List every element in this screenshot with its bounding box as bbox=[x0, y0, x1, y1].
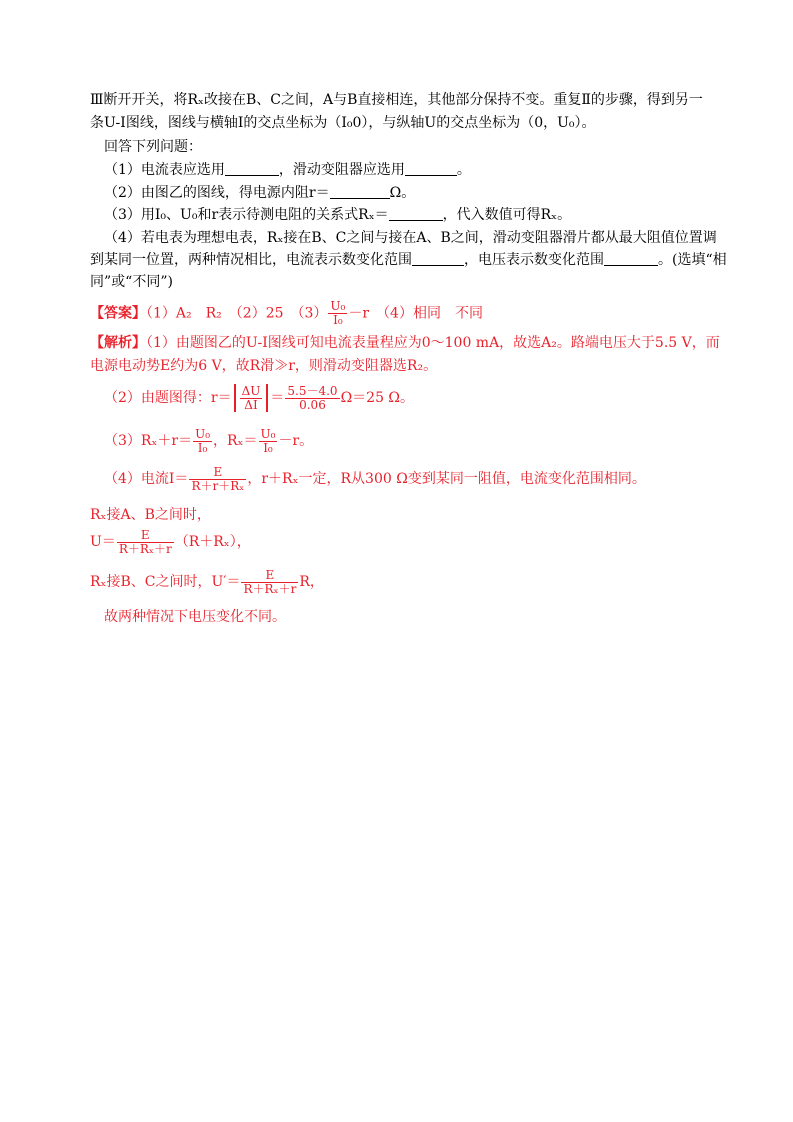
question-2: （2）由图乙的图线，得电源内阻r＝ Ω。 bbox=[104, 185, 416, 201]
intro-line-1: Ⅲ断开开关，将Rₓ改接在B、C之间，A与B直接相连，其他部分保持不变。重复Ⅱ的步骤，得到另一 bbox=[90, 92, 703, 108]
answer-blank bbox=[405, 161, 457, 176]
answer-blank bbox=[412, 251, 464, 266]
analysis-line-1: 【解析】（1）由题图乙的U-I图线可知电流表量程应为0～100 mA，故选A₂。路端电压大于5.5 V，而 bbox=[90, 335, 720, 351]
fraction: $\frac{\text{U₀}}{\text{I₀}}$ bbox=[330, 299, 346, 327]
analysis-line-7: U＝ $\frac{E}{\text{R＋Rₓ＋r}}$ （R＋Rₓ）， bbox=[90, 527, 251, 556]
answer-tag: 【答案】 bbox=[90, 305, 146, 322]
question-4-line-2: 到某同一位置，两种情况相比，电流表示数变化范围 ，电压表示数变化范围 。(选填“相 bbox=[90, 252, 727, 268]
question-3: （3）用I₀、U₀和r表示待测电阻的关系式Rₓ＝ ，代入数值可得Rₓ。 bbox=[104, 207, 572, 223]
analysis-line-2: 电源电动势E约为6 V，故R滑≫r，则滑动变阻器选R₂。 bbox=[90, 358, 438, 374]
answer-line: 【答案】（1）A₂ R₂ （2）25 （3） $\frac{\text{U₀}}{\text{I₀}}$ －r （4）相同 不同 bbox=[90, 299, 483, 327]
fraction: $\frac{\text{U₀}}{\text{I₀}}$ bbox=[260, 426, 276, 455]
question-1: （1）电流表应选用 ，滑动变阻器应选用 。 bbox=[104, 162, 471, 178]
answer-blank bbox=[225, 161, 279, 176]
question-4-line-3: 同”或“不同”) bbox=[90, 274, 173, 290]
analysis-line-9: 故两种情况下电压变化不同。 bbox=[104, 609, 286, 625]
intro-line-2: 条U-I图线，图线与横轴I的交点坐标为（I₀0），与纵轴U的交点坐标为（0，U₀）。 bbox=[90, 115, 596, 131]
analysis-line-4: （3）Rₓ＋r＝ $\frac{\text{U₀}}{\text{I₀}}$ ，Rₓ＝ $\frac{\text{U₀}}{\text{I₀}}$ －r。 bbox=[104, 426, 314, 455]
analysis-tag: 【解析】 bbox=[90, 335, 146, 351]
absolute-value: $\frac{\Delta U}{\Delta I}$ bbox=[234, 384, 269, 412]
answer-blank bbox=[330, 184, 390, 199]
analysis-line-8: Rₓ接B、C之间时，U′＝ $\frac{E}{\text{R＋Rₓ＋r}}$ R， bbox=[90, 567, 324, 596]
answer-blank bbox=[389, 206, 443, 221]
fraction: $\frac{5.5-4.0}{0.06}$ bbox=[287, 383, 338, 412]
fraction: $\frac{E}{\text{R＋Rₓ＋r}}$ bbox=[118, 527, 172, 556]
fraction: $\frac{\text{U₀}}{\text{I₀}}$ bbox=[195, 426, 211, 455]
question-4-line-1: （4）若电表为理想电表，Rₓ接在B、C之间与接在A、B之间，滑动变阻器滑片都从最大阻值位置调 bbox=[104, 230, 717, 246]
intro-line-3: 回答下列问题： bbox=[104, 139, 202, 155]
analysis-line-6: Rₓ接A、B之间时， bbox=[90, 507, 211, 523]
analysis-line-5: （4）电流I＝ $\frac{E}{\text{R＋r＋Rₓ}}$ ，r＋Rₓ一定，R从300 Ω变到某同一阻值，电流变化范围相同。 bbox=[104, 464, 646, 493]
answer-blank bbox=[604, 251, 658, 266]
analysis-line-3: （2）由题图得：r＝ $\frac{\Delta U}{\Delta I}$ ＝ $\frac{5.5-4.0}{0.06}$ Ω＝25 Ω。 bbox=[104, 383, 415, 412]
fraction: $\frac{E}{\text{R＋r＋Rₓ}}$ bbox=[191, 464, 245, 493]
fraction: $\frac{E}{\text{R＋Rₓ＋r}}$ bbox=[243, 567, 297, 596]
